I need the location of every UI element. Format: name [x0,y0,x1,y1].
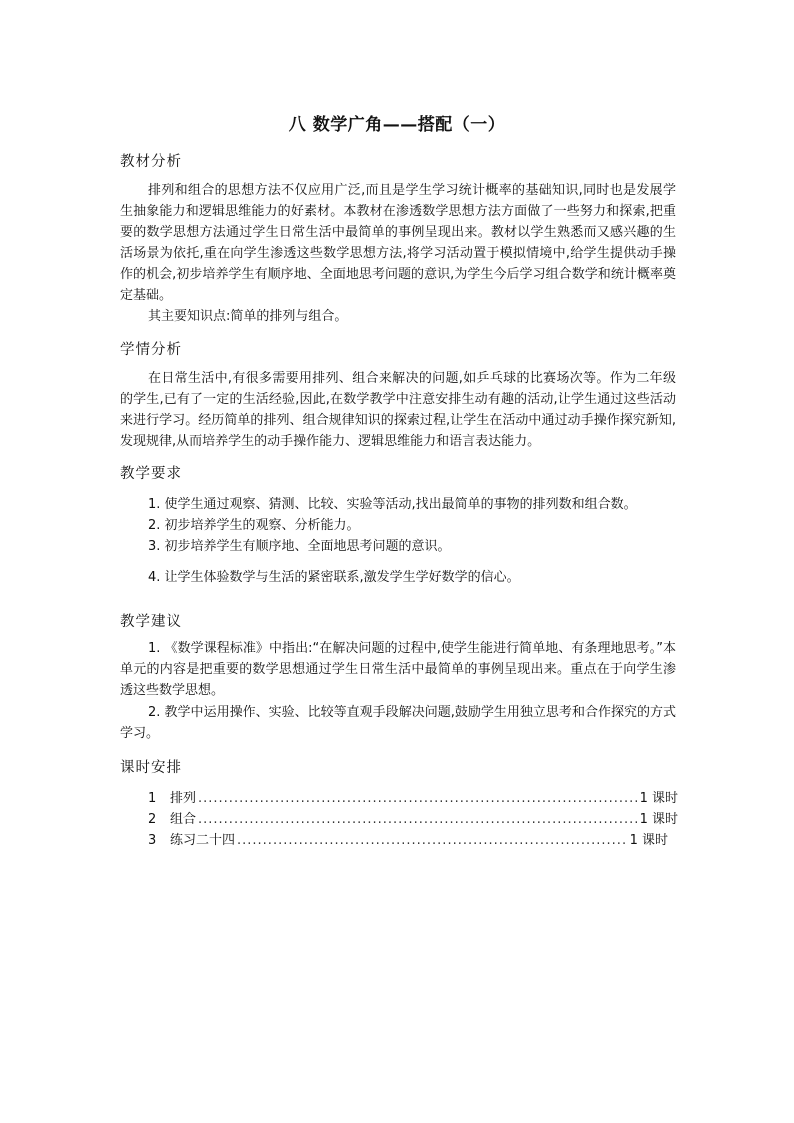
analysis-paragraph: 排列和组合的思想方法不仅应用广泛,而且是学生学习统计概率的基础知识,同时也是发展学生抽象能力和逻辑思维能力的好素材。本教材在渗透数学思想方法方面做了一些努力和探索,把重要的数学思想方法通过学生日常生活中最简单的事例呈现出来。教材以学生熟悉而又感兴趣的生活场景为依托,重在向学生渗透这些数学思想方法,将学习活动置于模拟情境中,给学生提供动手操作的机会,初步培养学生有顺序地、全面地思考问题的意识,为学生今后学习组合数学和统计概率奠定基础。 [120,183,676,303]
dot-leader [237,830,628,851]
list-item: 2. 初步培养学生的观察、分析能力。 [148,518,360,533]
schedule-value: 1 课时 [639,791,678,806]
schedule-label: 练习二十四 [170,833,236,848]
list-item: 1. 使学生通过观察、猜测、比较、实验等活动,找出最简单的事物的排列数和组合数。 [148,497,637,512]
list-item: 3. 初步培养学生有顺序地、全面地思考问题的意识。 [148,539,451,554]
schedule-value: 1 课时 [629,833,668,848]
page-title: 八 数学广角——搭配（一） [288,115,506,135]
schedule-label: 排列 [170,791,197,806]
heading-teaching-suggestions: 教学建议 [120,614,182,630]
schedule-row [148,809,678,830]
dot-leader [198,788,638,809]
schedule-num: 1 [148,791,157,806]
suggestion-2: 2. 教学中运用操作、实验、比较等直观手段解决问题,鼓励学生用独立思考和合作探究的方式学习。 [120,705,676,741]
schedule-row [148,830,668,851]
schedule-row [148,788,678,809]
schedule-num: 3 [148,833,157,848]
schedule-value: 1 课时 [639,812,678,827]
schedule-table [148,788,678,851]
student-analysis-paragraph: 在日常生活中,有很多需要用排列、组合来解决的问题,如乒乓球的比赛场次等。作为二年级的学生,已有了一定的生活经验,因此,在数学教学中注意安排生动有趣的活动,让学生通过这些活动来进行学习。经历简单的排列、组合规律知识的探索过程,让学生在活动中通过动手操作探究新知,发现规律,从而培养学生的动手操作能力、逻辑思维能力和语言表达能力。 [120,371,676,449]
suggestion-1: 1. 《数学课程标准》中指出:“在解决问题的过程中,使学生能进行简单地、有条理地思考。”本单元的内容是把重要的数学思想通过学生日常生活中最简单的事例呈现出来。重点在于向学生渗透这些数学思想。 [120,641,676,698]
dot-leader [198,809,638,830]
heading-teaching-requirements: 教学要求 [120,466,182,482]
list-item: 4. 让学生体验数学与生活的紧密联系,激发学生学好数学的信心。 [148,570,520,585]
analysis-key-points: 其主要知识点:简单的排列与组合。 [148,309,348,324]
requirements-list [148,494,708,588]
heading-textbook-analysis: 教材分析 [120,154,182,170]
heading-student-analysis: 学情分析 [120,342,182,358]
schedule-label: 组合 [170,812,197,827]
schedule-num: 2 [148,812,157,827]
heading-schedule: 课时安排 [120,760,182,776]
